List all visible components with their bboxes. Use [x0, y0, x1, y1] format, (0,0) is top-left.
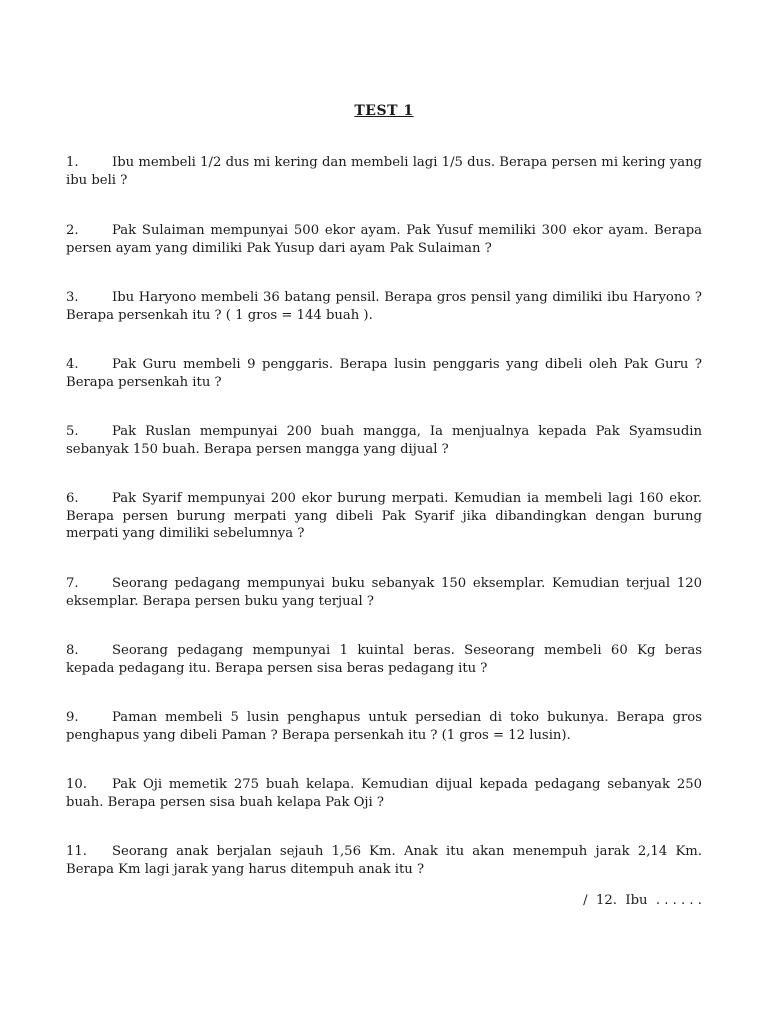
question-4	[66, 356, 702, 391]
question-number: 7.	[66, 576, 79, 591]
question-number: 9.	[66, 710, 79, 725]
continuation-marker: / 12. Ibu . . . . . .	[583, 893, 702, 908]
question-text: Ibu membeli 1/2 dus mi kering dan membeli lagi 1/5 dus. Berapa persen mi kering yang ibu beli ?	[66, 155, 702, 188]
question-text: Pak Oji memetik 275 buah kelapa. Kemudian dijual kepada pedagang sebanyak 250 buah. Berapa persen sisa buah kelapa Pak Oji ?	[66, 777, 702, 810]
question-text: Seorang anak berjalan sejauh 1,56 Km. Anak itu akan menempuh jarak 2,14 Km. Berapa Km lagi jarak yang harus ditempuh anak itu ?	[66, 844, 702, 877]
question-text: Pak Syarif mempunyai 200 ekor burung merpati. Kemudian ia membeli lagi 160 ekor. Berapa persen burung merpati yang dibeli Pak Syarif jika dibandingkan dengan burung merpati yang dimiliki sebelumnya ?	[66, 491, 702, 541]
question-text: Paman membeli 5 lusin penghapus untuk persedian di toko bukunya. Berapa gros penghapus yang dibeli Paman ? Berapa persenkah itu ? (1 gros = 12 lusin).	[66, 710, 702, 743]
question-text: Ibu Haryono membeli 36 batang pensil. Berapa gros pensil yang dimiliki ibu Haryono ? Berapa persenkah itu ? ( 1 gros = 144 buah ).	[66, 290, 702, 323]
question-2	[66, 222, 702, 257]
question-1	[66, 154, 702, 189]
question-text: Seorang pedagang mempunyai buku sebanyak 150 eksemplar. Kemudian terjual 120 eksemplar. Berapa persen buku yang terjual ?	[66, 576, 702, 609]
question-10	[66, 776, 702, 811]
question-number: 4.	[66, 357, 79, 372]
question-number: 3.	[66, 290, 79, 305]
question-number: 2.	[66, 223, 79, 238]
question-number: 6.	[66, 491, 79, 506]
question-6	[66, 490, 702, 543]
question-9	[66, 709, 702, 744]
question-number: 8.	[66, 643, 79, 658]
question-text: Seorang pedagang mempunyai 1 kuintal beras. Seseorang membeli 60 Kg beras kepada pedagang itu. Berapa persen sisa beras pedagang itu ?	[66, 643, 702, 676]
question-number: 1.	[66, 155, 79, 170]
question-number: 11.	[66, 844, 87, 859]
question-3	[66, 289, 702, 324]
question-11	[66, 843, 702, 878]
question-text: Pak Ruslan mempunyai 200 buah mangga, Ia menjualnya kepada Pak Syamsudin sebanyak 150 buah. Berapa persen mangga yang dijual ?	[66, 424, 702, 457]
question-text: Pak Guru membeli 9 penggaris. Berapa lusin penggaris yang dibeli oleh Pak Guru ? Berapa persenkah itu ?	[66, 357, 702, 390]
question-5	[66, 423, 702, 458]
question-8	[66, 642, 702, 677]
question-number: 5.	[66, 424, 79, 439]
page-title: TEST 1	[354, 103, 414, 119]
question-number: 10.	[66, 777, 87, 792]
question-text: Pak Sulaiman mempunyai 500 ekor ayam. Pak Yusuf memiliki 300 ekor ayam. Berapa persen ayam yang dimiliki Pak Yusup dari ayam Pak Sulaiman ?	[66, 223, 702, 256]
question-7	[66, 575, 702, 610]
